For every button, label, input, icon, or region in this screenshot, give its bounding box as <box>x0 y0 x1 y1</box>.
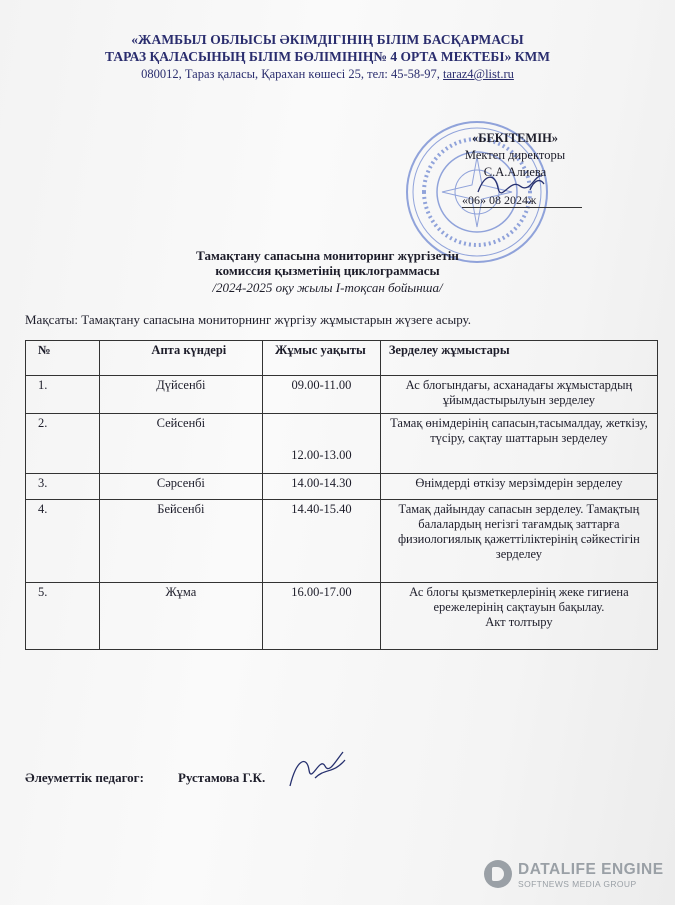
row-day: Сейсенбі <box>99 414 262 474</box>
row-work: Тамақ дайындау сапасын зерделеу. Тамақтың балалардың негізгі тағамдық заттарға физиологиялық қажеттіліктерінің сәйкестігін зерделеу <box>380 500 657 583</box>
row-work: Өнімдерді өткізу мерзімдерін зерделеу <box>380 474 657 500</box>
title-line1: Тамақтану сапасына мониторинг жүргізетін <box>196 248 459 263</box>
signature-name: Рустамова Г.К. <box>178 770 266 785</box>
table-row <box>26 500 658 583</box>
title-line2: комиссия қызметінің циклограммасы <box>215 263 440 278</box>
table-header-row <box>26 341 658 376</box>
date-underline <box>462 207 582 208</box>
table-row <box>26 474 658 500</box>
email-link[interactable]: taraz4@list.ru <box>443 67 514 81</box>
document-subtitle: /2024-2025 оқу жылы І-тоқсан бойынша/ <box>212 280 443 295</box>
approval-role: Мектеп директоры <box>464 148 566 162</box>
goal-text: Мақсаты: Тамақтану сапасына мониторнинг жүргізу жұмыстарын жүзеге асыру. <box>25 312 471 327</box>
row-time: 12.00-13.00 <box>263 414 381 474</box>
row-day: Сәрсенбі <box>99 474 262 500</box>
approval-title: «БЕКІТЕМІН» <box>471 131 559 145</box>
header-work-time: Жұмыс уақыты <box>263 341 381 376</box>
datalife-logo-icon <box>484 860 512 888</box>
org-name-line2: ТАРАЗ ҚАЛАСЫНЫҢ БІЛІМ БӨЛІМІНІҢ№ 4 ОРТА МЕКТЕБІ» КММ <box>105 49 550 64</box>
row-number: 4. <box>26 500 100 583</box>
org-address <box>0 67 655 82</box>
watermark-brand: DATALIFE ENGINE <box>518 861 664 878</box>
row-work: Тамақ өнімдерінің сапасын,тасымалдау, жеткізу, түсіру, сақтау шаттарын зерделеу <box>380 414 657 474</box>
row-day: Бейсенбі <box>99 500 262 583</box>
row-day: Дүйсенбі <box>99 376 262 414</box>
table-row <box>26 583 658 650</box>
address-text: 080012, Тараз қаласы, Қарахан көшесі 25, тел: 45-58-97, <box>141 67 444 81</box>
row-day: Жұма <box>99 583 262 650</box>
watermark-sub: SOFTNEWS MEDIA GROUP <box>518 879 637 889</box>
row-work: Ас блогындағы, асханадағы жұмыстардың ұйымдастырылуын зерделеу <box>380 376 657 414</box>
row-number: 2. <box>26 414 100 474</box>
pedagogue-signature-icon <box>285 748 360 793</box>
table-row <box>26 414 658 474</box>
schedule-table <box>25 340 658 650</box>
row-time: 14.00-14.30 <box>263 474 381 500</box>
approval-name: С.А.Алиева <box>483 165 547 179</box>
row-work: Ас блогы қызметкерлерінің жеке гигиена ережелерінің сақтауын бақылау. Акт толтыру <box>380 583 657 650</box>
document-title <box>0 248 655 278</box>
row-time: 16.00-17.00 <box>263 583 381 650</box>
header-tasks: Зерделеу жұмыстары <box>380 341 657 376</box>
header-number: № <box>26 341 100 376</box>
header-weekday: Апта күндері <box>99 341 262 376</box>
signature-role: Әлеуметтік педагог: <box>25 770 144 785</box>
row-number: 5. <box>26 583 100 650</box>
approval-date: «06» 08 2024ж <box>462 193 537 207</box>
row-time: 09.00-11.00 <box>263 376 381 414</box>
row-number: 1. <box>26 376 100 414</box>
row-time: 14.40-15.40 <box>263 500 381 583</box>
table-row <box>26 376 658 414</box>
org-name-line1: «ЖАМБЫЛ ОБЛЫСЫ ӘКІМДІГІНІҢ БІЛІМ БАСҚАРМАСЫ <box>131 32 524 47</box>
row-number: 3. <box>26 474 100 500</box>
